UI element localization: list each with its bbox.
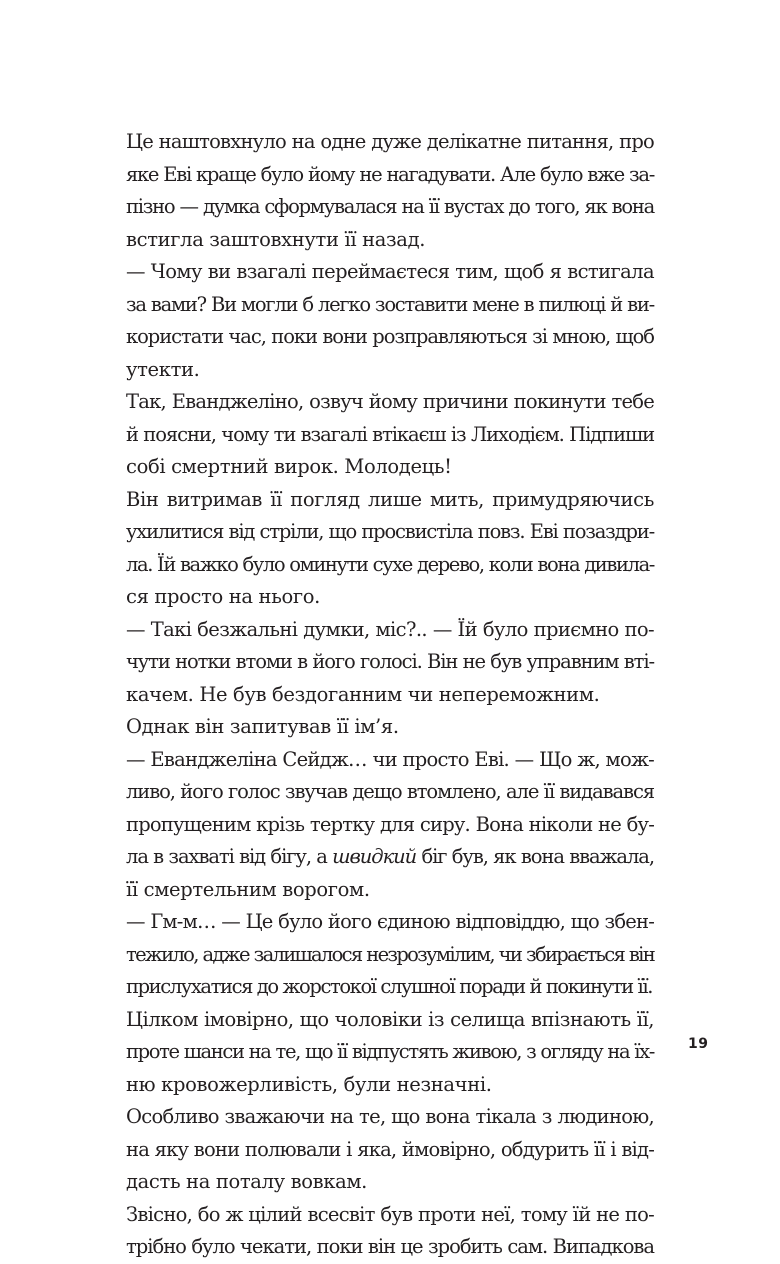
page-number: 19	[688, 1036, 709, 1052]
text-line: ливо, його голос звучав дещо втомлено, але її видавався	[126, 780, 654, 803]
text-line: Особливо зважаючи на те, що вона тікала з людиною,	[126, 1105, 654, 1128]
text-line	[126, 841, 654, 874]
text-line: проте шанси на те, що її відпустять живою, з огляду на їх-	[126, 1040, 654, 1063]
text-line: пізно — думка сформувалася на її вустах до того, як вона	[126, 195, 654, 218]
text-line: — Чому ви взагалі переймаєтеся тим, щоб я встигала	[126, 260, 654, 283]
text-line: й поясни, чому ти взагалі втікаєш із Лиходієм. Підпиши	[126, 422, 654, 446]
text-line: ню кровожерливість, були незначні.	[126, 1072, 492, 1096]
text-line: на яку вони полювали і яка, ймовірно, обдурить її і від-	[126, 1137, 654, 1161]
text-line: за вами? Ви могли б легко зоставити мене в пилюці й ви-	[126, 292, 654, 316]
text-line: дасть на поталу вовкам.	[126, 1170, 368, 1193]
text-line: чути нотки втоми в його голосі. Він не був управним вті-	[126, 650, 654, 673]
text-line: прислухатися до жорстокої слушної поради й покинути її.	[126, 975, 652, 998]
text-line: Однак він запитував її ім’я.	[126, 715, 399, 738]
text-line: — Еванджеліна Сейдж… чи просто Еві. — Що ж, мож-	[126, 747, 654, 771]
text-line: Він витримав її погляд лише мить, примудряючись	[126, 487, 654, 511]
text-line: трібно було чекати, поки він це зробить сам. Випадкова	[126, 1235, 654, 1258]
text-line: встигла заштовхнути її назад.	[126, 227, 426, 251]
text-line: — Такі безжальні думки, міс?.. — Їй було приємно по-	[126, 617, 654, 641]
text-line: — Гм-м… — Це було його єдиною відповіддю, що збен-	[126, 910, 654, 933]
text-line: користати час, поки вони розправляються зі мною, щоб	[126, 325, 654, 348]
text-line: яке Еві краще було йому не нагадувати. Але було вже за-	[126, 162, 654, 186]
text-line: Цілком імовірно, що чоловіки із селища впізнають її,	[126, 1007, 654, 1031]
text-segment: ла в захваті від бігу, а	[126, 845, 333, 868]
text-line: утекти.	[126, 357, 200, 381]
text-segment: біг був, як вона вважала,	[416, 845, 654, 868]
text-line: Так, Еванджеліно, озвуч йому причини покинути тебе	[126, 390, 654, 413]
text-line: ла. Їй важко було оминути сухе дерево, коли вона дивила-	[126, 552, 654, 576]
text-line: її смертельним ворогом.	[126, 877, 370, 901]
italic-word: швидкий	[332, 845, 417, 868]
text-line: ухилитися від стріли, що просвистіла повз. Еві позаздри-	[126, 520, 654, 543]
text-line: пропущеним крізь тертку для сиру. Вона ніколи не бу-	[126, 812, 654, 836]
body-text	[126, 126, 654, 1264]
text-line: тежило, адже залишалося незрозумілим, чи збирається він	[126, 942, 654, 966]
text-line: Звісно, бо ж цілий всесвіт був проти неї, тому їй не по-	[126, 1202, 654, 1226]
text-line: качем. Не був бездоганним чи непереможним.	[126, 682, 600, 706]
text-line: ся просто на нього.	[126, 585, 320, 608]
text-line: собі смертний вирок. Молодець!	[126, 455, 452, 478]
text-line: Це наштовхнуло на одне дуже делікатне питання, про	[126, 130, 654, 153]
